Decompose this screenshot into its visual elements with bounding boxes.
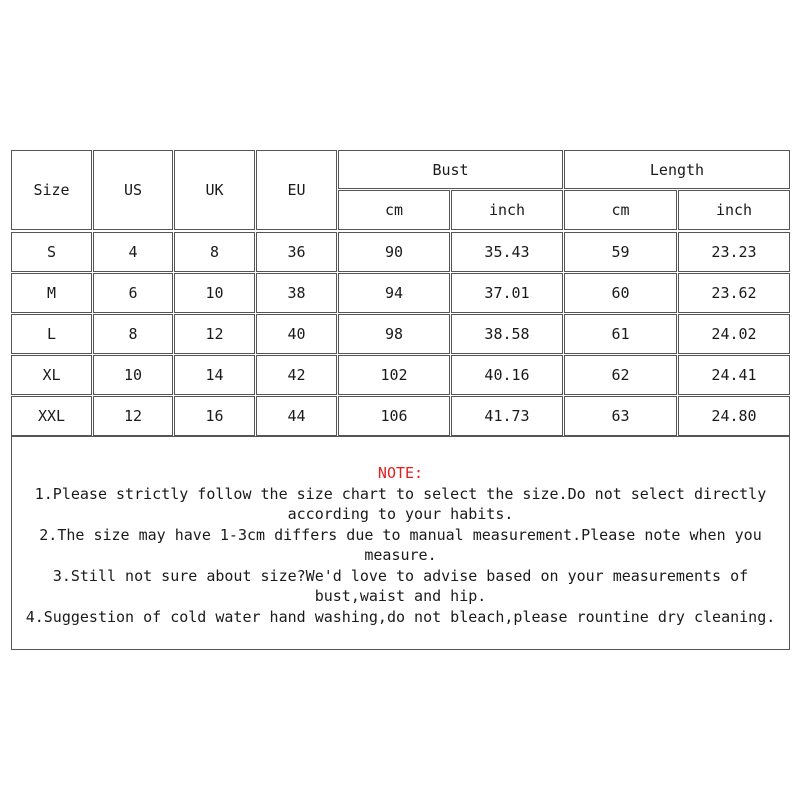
table-cell-size: S — [11, 232, 92, 272]
table-cell-uk: 12 — [174, 314, 255, 354]
header-length-cm: cm — [564, 190, 677, 230]
header-length: Length — [564, 150, 790, 189]
note-item-3: 3.Still not sure about size?We'd love to advise based on your measurements of bust,waist and hip. — [52, 566, 749, 605]
table-cell-bust-cm: 102 — [338, 355, 450, 395]
table-cell-length-inch: 24.80 — [678, 396, 790, 436]
table-cell-size: L — [11, 314, 92, 354]
table-cell-bust-cm: 106 — [338, 396, 450, 436]
table-cell-length-cm: 59 — [564, 232, 677, 272]
header-bust: Bust — [338, 150, 563, 189]
table-cell-length-cm: 61 — [564, 314, 677, 354]
table-cell-bust-inch: 35.43 — [451, 232, 563, 272]
header-eu: EU — [256, 150, 337, 230]
table-cell-eu: 42 — [256, 355, 337, 395]
table-cell-size: XXL — [11, 396, 92, 436]
note-item-2: 2.The size may have 1-3cm differs due to manual measurement.Please note when you measure. — [39, 525, 762, 564]
note-item-1: 1.Please strictly follow the size chart to select the size.Do not select directly according to your habits. — [34, 484, 767, 523]
table-cell-length-cm: 62 — [564, 355, 677, 395]
table-cell-length-inch: 24.02 — [678, 314, 790, 354]
table-cell-length-inch: 23.23 — [678, 232, 790, 272]
table-cell-size: M — [11, 273, 92, 313]
table-cell-length-inch: 23.62 — [678, 273, 790, 313]
header-us: US — [93, 150, 173, 230]
table-cell-length-inch: 24.41 — [678, 355, 790, 395]
table-cell-uk: 10 — [174, 273, 255, 313]
table-cell-uk: 8 — [174, 232, 255, 272]
table-cell-uk: 14 — [174, 355, 255, 395]
table-cell-length-cm: 60 — [564, 273, 677, 313]
table-cell-bust-inch: 37.01 — [451, 273, 563, 313]
table-cell-bust-inch: 40.16 — [451, 355, 563, 395]
notes-title: NOTE: — [377, 464, 424, 482]
header-uk: UK — [174, 150, 255, 230]
table-cell-bust-cm: 98 — [338, 314, 450, 354]
table-cell-us: 12 — [93, 396, 173, 436]
table-cell-eu: 40 — [256, 314, 337, 354]
header-length-inch: inch — [678, 190, 790, 230]
table-cell-bust-cm: 94 — [338, 273, 450, 313]
notes-box — [11, 436, 790, 650]
table-cell-eu: 38 — [256, 273, 337, 313]
table-cell-bust-inch: 38.58 — [451, 314, 563, 354]
table-cell-us: 8 — [93, 314, 173, 354]
table-cell-uk: 16 — [174, 396, 255, 436]
table-cell-eu: 44 — [256, 396, 337, 436]
table-cell-length-cm: 63 — [564, 396, 677, 436]
table-cell-bust-inch: 41.73 — [451, 396, 563, 436]
note-item-4: 4.Suggestion of cold water hand washing,do not bleach,please rountine dry cleaning. — [25, 607, 776, 626]
header-bust-cm: cm — [338, 190, 450, 230]
table-cell-size: XL — [11, 355, 92, 395]
header-bust-inch: inch — [451, 190, 563, 230]
table-cell-us: 6 — [93, 273, 173, 313]
table-cell-bust-cm: 90 — [338, 232, 450, 272]
table-cell-us: 4 — [93, 232, 173, 272]
header-size: Size — [11, 150, 92, 230]
table-cell-eu: 36 — [256, 232, 337, 272]
table-cell-us: 10 — [93, 355, 173, 395]
